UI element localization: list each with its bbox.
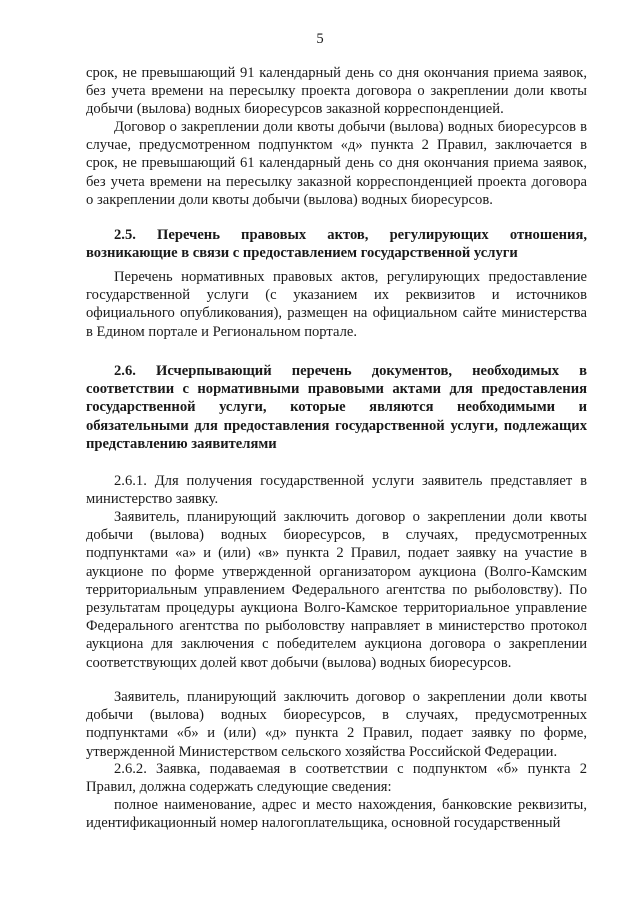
heading-2-6: 2.6. Исчерпывающий перечень документов, необходимых в соответствии с нормативными правовыми актами для предоставления государственной услуги, которые являются необходимыми и обязательными для предоставления государственной услуги, подлежащих представлению заявителями	[86, 363, 587, 452]
heading-2-5: 2.5. Перечень правовых актов, регулирующих отношения, возникающие в связи с предоставлением государственной услуги	[86, 227, 587, 262]
paragraph-legal-acts: Перечень нормативных правовых актов, регулирующих предоставление государственной услуги (с указанием их реквизитов и источников официального опубликования), размещен на официальном сайте министерства в Едином портале и Региональном портале.	[86, 269, 587, 340]
paragraph-2-6-1: 2.6.1. Для получения государственной услуги заявитель представляет в министерство заявку.	[86, 473, 587, 508]
paragraph-other-applicant: Заявитель, планирующий заключить договор о закреплении доли квоты добычи (вылова) водных биоресурсов, в случаях, предусмотренных подпунктами «б» и (или) «д» пункта 2 Правил, подает заявку по форме, утвержденной Министерством сельского хозяйства Российской Федерации.	[86, 689, 587, 760]
page-number: 5	[316, 31, 324, 47]
paragraph-full-name: полное наименование, адрес и место нахождения, банковские реквизиты, идентификационный номер налогоплательщика, основной государственный	[86, 797, 587, 832]
paragraph-2-6-2: 2.6.2. Заявка, подаваемая в соответствии с подпунктом «б» пункта 2 Правил, должна содержать следующие сведения:	[86, 761, 587, 796]
paragraph-deadline-61: Договор о закреплении доли квоты добычи (вылова) водных биоресурсов в случае, предусмотренном подпунктом «д» пункта 2 Правил, заключается в срок, не превышающий 61 календарный день со дня окончания приема заявок, без учета времени на пересылку заказной корреспонденцией проекта договора о закреплении доли квоты добычи (вылова) водных биоресурсов.	[86, 119, 587, 208]
paragraph-deadline-91: срок, не превышающий 91 календарный день со дня окончания приема заявок, без учета времени на пересылку проекта договора о закреплении доли квоты добычи (вылова) водных биоресурсов заказной корреспонденцией.	[86, 65, 587, 118]
paragraph-auction-applicant: Заявитель, планирующий заключить договор о закреплении доли квоты добычи (вылова) водных биоресурсов, в случаях, предусмотренных подпунктами «а» и (или) «в» пункта 2 Правил, подает заявку на участие в аукционе по форме утвержденной организатором аукциона (Волго-Камским территориальным управлением Федерального агентства по рыболовству). По результатам процедуры аукциона Волго-Камское территориальное управление Федерального агентства по рыболовству направляет в министерство протокол аукциона для заключения с победителем аукциона договора о закреплении соответствующих долей квот добычи (вылова) водных биоресурсов.	[86, 509, 587, 671]
